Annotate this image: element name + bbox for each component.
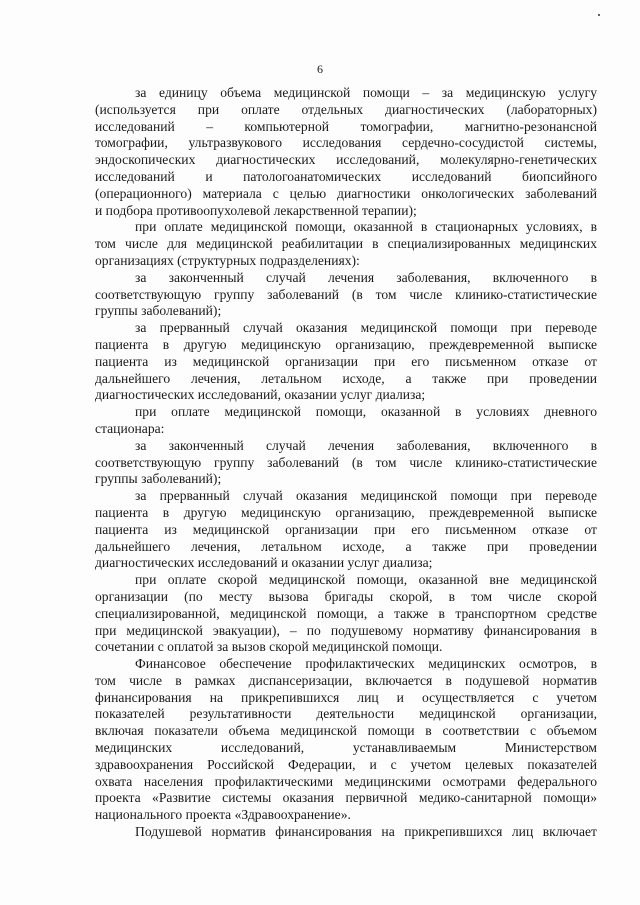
text-line: за прерванный случай оказания медицинской помощи при переводе bbox=[135, 488, 597, 504]
text-line: сочетании с оплатой за вызов скорой медицинской помощи. bbox=[95, 639, 443, 655]
text-line: стационара: bbox=[95, 420, 165, 436]
text-line: пациента из медицинской организации при его письменном отказе от bbox=[95, 353, 597, 369]
text-line: организации (по месту вызова бригады скорой, в том числе скорой bbox=[95, 588, 597, 604]
text-line: том числе в рамках диспансеризации, включается в подушевой норматив bbox=[95, 672, 597, 688]
text-line: показателей результативности деятельности медицинской организации, bbox=[95, 706, 597, 722]
text-line: охвата населения профилактическими медицинскими осмотрами федерального bbox=[95, 773, 597, 789]
text-line: пациента в другую медицинскую организацию, преждевременной выписке bbox=[95, 336, 597, 352]
text-line: группы заболеваний); bbox=[95, 303, 222, 319]
text-line: медицинских исследований, устанавливаемым Министерством bbox=[95, 740, 597, 756]
text-line: пациента из медицинской организации при его письменном отказе от bbox=[95, 521, 597, 537]
text-line: Финансовое обеспечение профилактических медицинских осмотров, в bbox=[135, 656, 597, 672]
text-line: пациента в другую медицинскую организацию, преждевременной выписке bbox=[95, 504, 597, 520]
text-line: исследований – компьютерной томографии, магнитно-резонансной bbox=[95, 118, 597, 134]
text-line: при медицинской эвакуации), – по подушевому нормативу финансирования в bbox=[95, 622, 597, 638]
text-line: диагностических исследований, оказании услуг диализа; bbox=[95, 387, 426, 403]
text-line: Подушевой норматив финансирования на прикрепившихся лиц включает bbox=[135, 824, 597, 840]
text-line: при оплате скорой медицинской помощи, оказанной вне медицинской bbox=[135, 572, 597, 588]
text-line: соответствующую группу заболеваний (в том числе клинико-статистические bbox=[95, 286, 597, 302]
text-line: томографии, ультразвукового исследования сердечно-сосудистой системы, bbox=[95, 135, 597, 151]
text-line: том числе для медицинской реабилитации в специализированных медицинских bbox=[95, 236, 597, 252]
text-line: проекта «Развитие системы оказания первичной медико-санитарной помощи» bbox=[95, 790, 597, 806]
text-line: специализированной, медицинской помощи, а также в транспортном средстве bbox=[95, 605, 597, 621]
text-line: группы заболеваний); bbox=[95, 471, 222, 487]
text-line: (используется при оплате отдельных диагностических (лабораторных) bbox=[95, 101, 597, 117]
text-line: включая показатели объема медицинской помощи в соответствии с объемом bbox=[95, 723, 597, 739]
text-line: диагностических исследований и оказании услуг диализа; bbox=[95, 555, 433, 571]
text-line: финансирования на прикрепившихся лиц и осуществляется с учетом bbox=[95, 689, 597, 705]
text-line: национального проекта «Здравоохранение». bbox=[95, 807, 351, 823]
body-text bbox=[95, 85, 597, 841]
text-line: дальнейшего лечения, летальном исходе, а также при проведении bbox=[95, 370, 597, 386]
text-line: эндоскопических диагностических исследований, молекулярно-генетических bbox=[95, 152, 597, 168]
text-line: (операционного) материала с целью диагностики онкологических заболеваний bbox=[95, 185, 597, 201]
text-line: за прерванный случай оказания медицинской помощи при переводе bbox=[135, 320, 597, 336]
text-line: организациях (структурных подразделениях): bbox=[95, 252, 360, 268]
text-line: за законченный случай лечения заболевания, включенного в bbox=[135, 269, 597, 285]
text-line: при оплате медицинской помощи, оказанной в стационарных условиях, в bbox=[135, 219, 597, 235]
text-line: при оплате медицинской помощи, оказанной в условиях дневного bbox=[135, 404, 597, 420]
text-line: дальнейшего лечения, летальном исходе, а также при проведении bbox=[95, 538, 597, 554]
page-number: 6 bbox=[317, 62, 323, 76]
text-line: и подбора противоопухолевой лекарственной терапии); bbox=[95, 202, 417, 218]
text-line: соответствующую группу заболеваний (в том числе клинико-статистические bbox=[95, 454, 597, 470]
text-line: здравоохранения Российской Федерации, и с учетом целевых показателей bbox=[95, 756, 597, 772]
text-line: за законченный случай лечения заболевания, включенного в bbox=[135, 437, 597, 453]
text-line: исследований и патологоанатомических исследований биопсийного bbox=[95, 168, 597, 184]
scan-mark bbox=[598, 14, 600, 16]
text-line: за единицу объема медицинской помощи – за медицинскую услугу bbox=[135, 85, 597, 100]
